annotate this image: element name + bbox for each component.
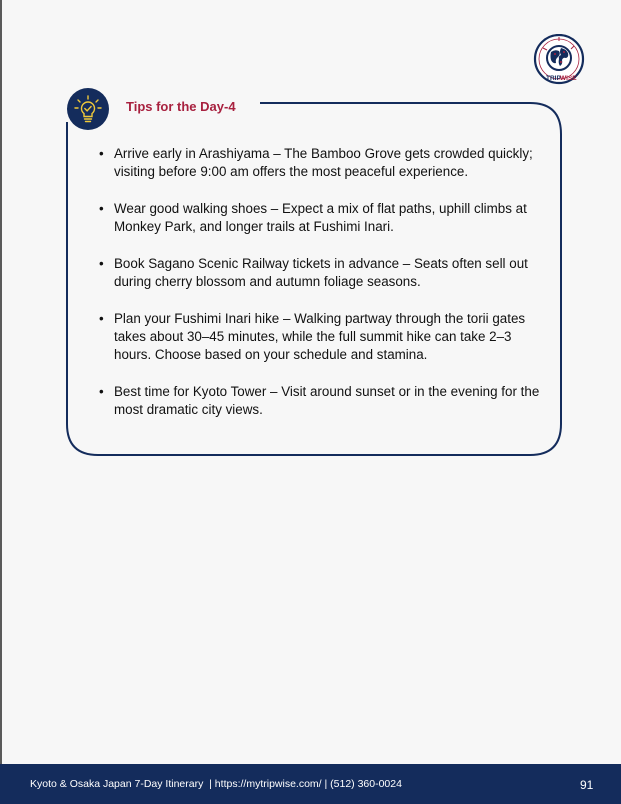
tips-title: Tips for the Day-4 xyxy=(126,99,236,114)
tip-item xyxy=(97,145,547,181)
tip-text: Plan your Fushimi Inari hike – Walking partway through the torii gates takes about 30–45 minutes, while the full summit hike can take 2–3 hours. Choose based on your schedule and stamina. xyxy=(114,311,526,362)
lightbulb-check-icon xyxy=(67,88,109,130)
page-number: 91 xyxy=(580,778,594,792)
tripwise-logo xyxy=(531,34,587,86)
tip-text: Wear good walking shoes – Expect a mix of flat paths, uphill climbs at Monkey Park, and longer trails at Fushimi Inari. xyxy=(114,201,527,234)
tip-item xyxy=(97,310,547,364)
tip-item xyxy=(97,255,547,291)
bullet: • xyxy=(99,256,104,271)
tip-item xyxy=(97,383,547,419)
tip-text: Arrive early in Arashiyama – The Bamboo Grove gets crowded quickly; visiting before 9:00 am offers the most peaceful experience. xyxy=(114,146,533,179)
tip-text: Book Sagano Scenic Railway tickets in advance – Seats often sell out during cherry blossom and autumn foliage seasons. xyxy=(114,256,528,289)
bullet: • xyxy=(99,384,104,399)
logo-text-trip: TRIP xyxy=(546,75,561,82)
tip-text: Best time for Kyoto Tower – Visit around sunset or in the evening for the most dramatic city views. xyxy=(114,384,540,417)
footer-info: Kyoto & Osaka Japan 7-Day Itinerary | https://mytripwise.com/ | (512) 360-0024 xyxy=(30,778,402,790)
bullet: • xyxy=(99,311,104,326)
tip-item xyxy=(97,200,547,236)
bullet: • xyxy=(99,201,104,216)
page-footer xyxy=(0,764,621,804)
bullet: • xyxy=(99,146,104,161)
page-left-edge xyxy=(0,0,2,804)
tips-list xyxy=(97,145,547,438)
logo-text-wise: WISE xyxy=(560,75,577,82)
